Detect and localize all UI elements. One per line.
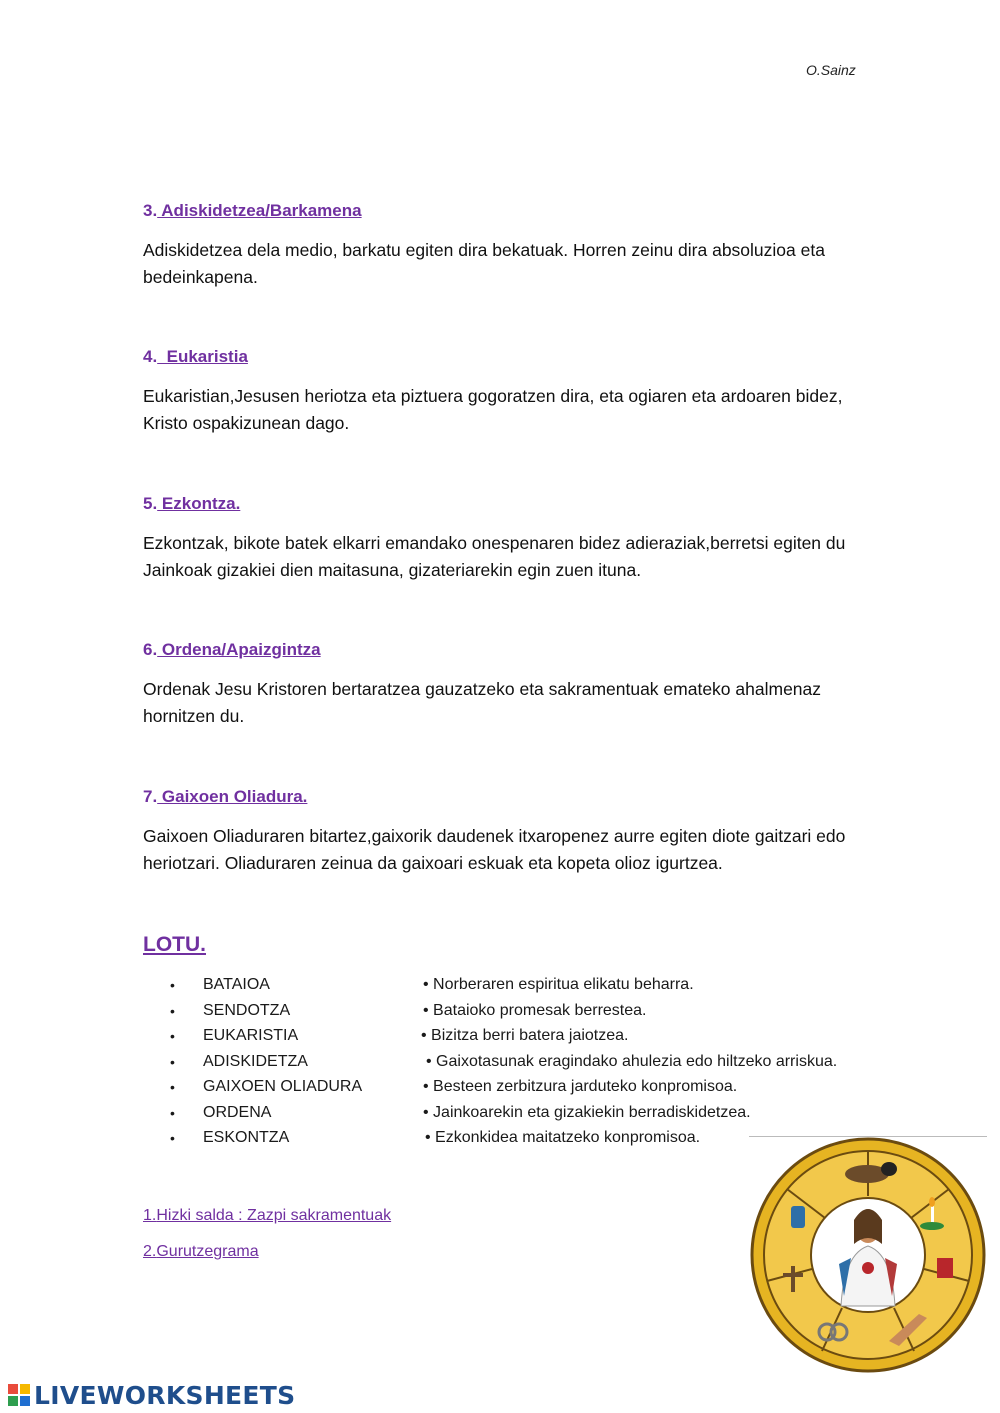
bullet-icon: • bbox=[170, 977, 175, 993]
match-term[interactable]: BATAIOA bbox=[203, 976, 270, 993]
match-row bbox=[170, 976, 870, 1002]
match-row bbox=[170, 1078, 870, 1104]
section-text: Ordenak Jesu Kristoren bertaratzea gauzatzeko eta sakramentuak emateko ahalmenaz hornitzen du. bbox=[143, 679, 822, 726]
match-row bbox=[170, 1053, 870, 1079]
liveworksheets-logo-icon bbox=[8, 1384, 30, 1406]
footer-brand bbox=[8, 1378, 295, 1412]
section-title: Adiskidetzea/Barkamena bbox=[157, 201, 362, 220]
section-heading bbox=[143, 787, 863, 807]
match-row bbox=[170, 1104, 870, 1130]
activity-links bbox=[143, 1207, 391, 1279]
section-heading bbox=[143, 640, 863, 660]
section-number: 3. bbox=[143, 201, 158, 220]
section-number: 5. bbox=[143, 494, 158, 513]
match-definition[interactable]: • Bizitza berri batera jaiotzea. bbox=[421, 1027, 629, 1044]
match-term[interactable]: ORDENA bbox=[203, 1103, 272, 1121]
author-name: O.Sainz bbox=[806, 62, 856, 78]
brand-name: LIVEWORKSHEETS bbox=[34, 1380, 296, 1410]
section-reconciliation bbox=[143, 201, 863, 291]
section-text: Gaixoen Oliaduraren bitartez,gaixorik daudenek itxaropenez aurre egiten diote gaitzari edo heriotzari. Oliaduraren zeinua da gaixoari eskuak eta kopeta olioz igurtzea. bbox=[143, 826, 846, 873]
match-definition[interactable]: • Gaixotasunak eragindako ahulezia edo hiltzeko arriskua. bbox=[426, 1052, 838, 1070]
section-title: Gaixoen Oliadura. bbox=[157, 787, 308, 806]
match-definition[interactable]: • Besteen zerbitzura jarduteko konpromisoa. bbox=[423, 1078, 738, 1095]
match-term[interactable]: GAIXOEN OLIADURA bbox=[203, 1078, 363, 1095]
bullet-icon: • bbox=[170, 1028, 175, 1044]
match-row bbox=[170, 1027, 870, 1053]
section-heading bbox=[143, 494, 863, 514]
bullet-icon: • bbox=[170, 1002, 175, 1019]
section-number: 6. bbox=[143, 640, 158, 659]
section-heading bbox=[143, 201, 863, 221]
match-definition[interactable]: • Bataioko promesak berrestea. bbox=[423, 1001, 647, 1019]
link-label: Gurutzegrama bbox=[156, 1243, 259, 1260]
link-number: 1. bbox=[143, 1207, 157, 1224]
section-number: 4. bbox=[143, 347, 158, 366]
match-row bbox=[170, 1002, 870, 1028]
section-eucharist bbox=[143, 347, 863, 437]
link-number: 2. bbox=[143, 1243, 157, 1260]
bullet-icon: • bbox=[170, 1053, 175, 1070]
section-holy-orders bbox=[143, 640, 863, 730]
link-label: Hizki salda : Zazpi sakramentuak bbox=[156, 1207, 392, 1224]
bullet-icon: • bbox=[170, 1130, 175, 1146]
section-heading bbox=[143, 347, 863, 367]
match-term[interactable]: ESKONTZA bbox=[203, 1129, 290, 1146]
section-title: Eukaristia bbox=[157, 347, 248, 366]
match-term[interactable]: ADISKIDETZA bbox=[203, 1052, 308, 1070]
match-definition[interactable]: • Ezkonkidea maitatzeko konpromisoa. bbox=[425, 1129, 701, 1146]
link-word-search[interactable] bbox=[143, 1207, 391, 1225]
section-anointing bbox=[143, 787, 863, 877]
match-term[interactable]: EUKARISTIA bbox=[203, 1027, 299, 1044]
bullet-icon: • bbox=[170, 1079, 175, 1095]
link-crossword[interactable] bbox=[143, 1243, 391, 1261]
section-text: Eukaristian,Jesusen heriotza eta piztuera gogoratzen dira, eta ogiaren eta ardoaren bidez, Kristo ospakizunean dago. bbox=[143, 386, 843, 433]
sacraments-wheel-icon bbox=[749, 1136, 987, 1374]
exercise-title: LOTU. bbox=[143, 933, 206, 956]
bullet-icon: • bbox=[170, 1104, 175, 1121]
section-title: Ezkontza. bbox=[157, 494, 241, 513]
section-text: Adiskidetzea dela medio, barkatu egiten dira bekatuak. Horren zeinu dira absoluzioa eta bedeinkapena. bbox=[143, 240, 825, 287]
section-text: Ezkontzak, bikote batek elkarri emandako onespenaren bidez adieraziak,berretsi egiten du Jainkoak gizakiei dien maitasuna, gizateriarekin egin zuen ituna. bbox=[143, 533, 846, 580]
match-definition[interactable]: • Norberaren espiritua elikatu beharra. bbox=[423, 976, 694, 993]
matching-list bbox=[170, 976, 870, 1155]
match-definition[interactable]: • Jainkoarekin eta gizakiekin berradiskidetzea. bbox=[423, 1103, 751, 1121]
section-title: Ordena/Apaizgintza bbox=[157, 640, 321, 659]
match-term[interactable]: SENDOTZA bbox=[203, 1001, 291, 1019]
section-number: 7. bbox=[143, 787, 158, 806]
section-marriage bbox=[143, 494, 863, 584]
